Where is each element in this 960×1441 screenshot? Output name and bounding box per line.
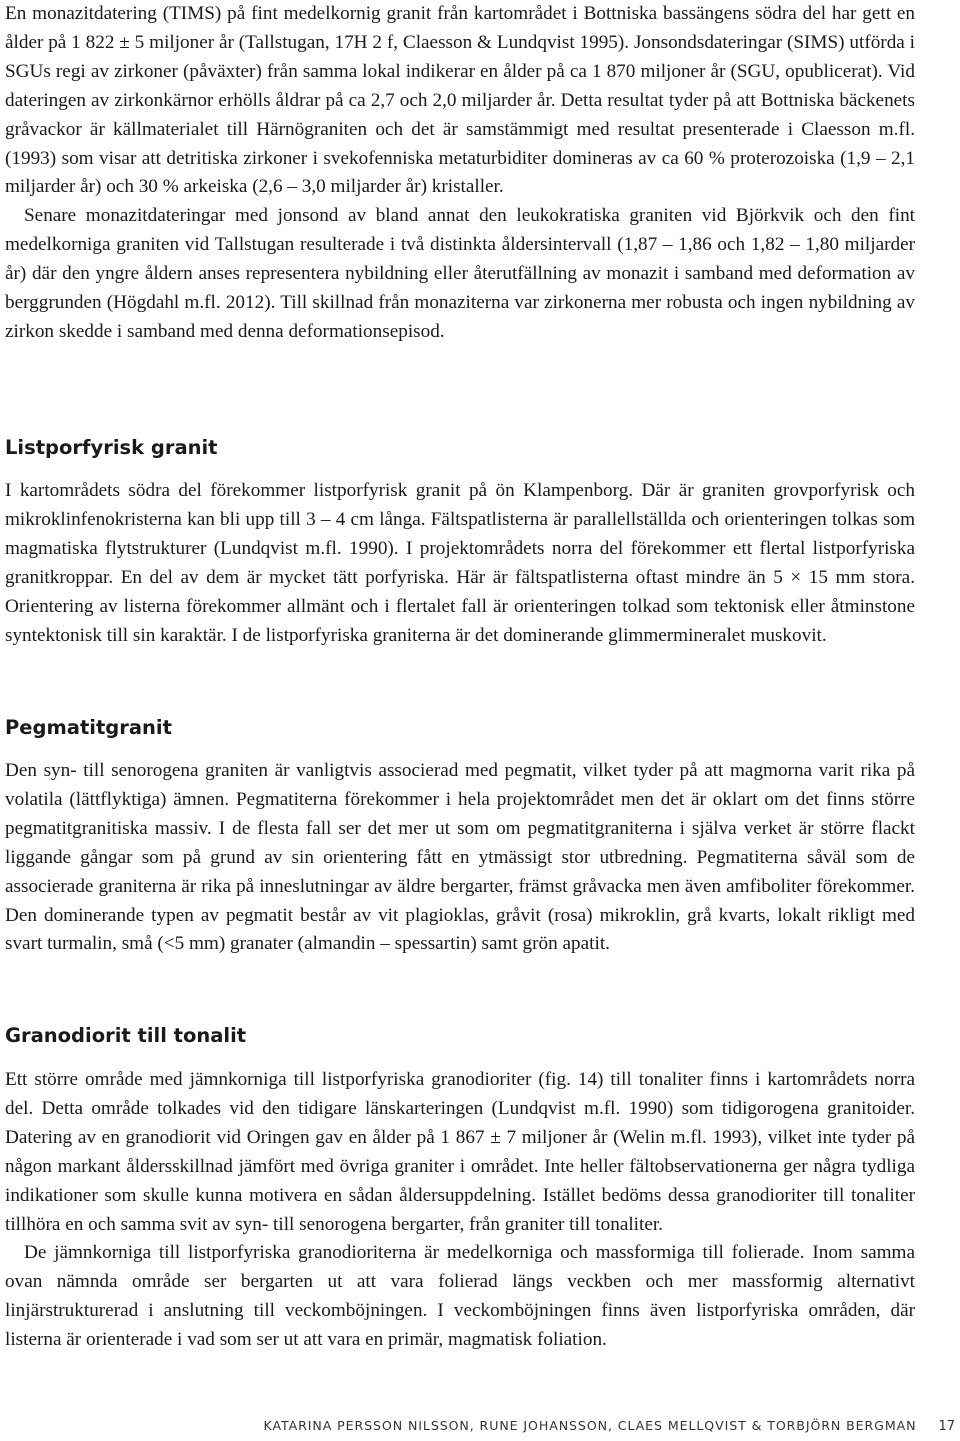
section-heading-granodiorit-till-tonalit: Granodiorit till tonalit: [5, 1024, 247, 1047]
footer-authors: KATARINA PERSSON NILSSON, RUNE JOHANSSON, CLAES MELLQVIST & TORBJÖRN BERGMAN: [263, 1418, 917, 1433]
section-granodiorit-till-tonalit: [5, 1066, 915, 1355]
section-heading-pegmatitgranit: Pegmatitgranit: [5, 716, 172, 739]
section-heading-listporfyrisk-granit: Listporfyrisk granit: [5, 436, 218, 459]
page-footer: [264, 1418, 955, 1434]
section-pegmatitgranit: [5, 757, 915, 959]
section-intro: [5, 0, 915, 347]
body-paragraph: De jämnkorniga till listporfyriska granodioriterna är medelkorniga och massformiga till folierade. Inom samma ovan nämnda område ser bergarten ut att vara folierad längs veckben och mer massformig alternativt linjärstrukturerad i anslutning till veckomböjningen. I veckomböjningen finns även listporfyriska områden, där listerna är orienterade i vad som ser ut att vara en primär, magmatisk foliation.: [5, 1242, 915, 1351]
body-paragraph: Den syn- till senorogena graniten är vanligtvis associerad med pegmatit, vilket tyder på att magmorna varit rika på volatila (lättflyktiga) ämnen. Pegmatiterna förekommer i hela projektområdet men det är oklart om det finns större pegmatitgranitiska massiv. I de flesta fall ser det mer ut som om pegmatitgraniterna i själva verket är större flackt liggande gångar som på grund av sin orientering fått en ytmässigt stor utbredning. Pegmatiterna såväl som de associerade graniterna är rika på inneslutningar av äldre bergarter, främst gråvacka men även amfiboliter förekommer. Den dominerande typen av pegmatit består av vit plagioklas, gråvit (rosa) mikroklin, grå kvarts, lokalt rikligt med svart turmalin, små (<5 mm) granater (almandin – spessartin) samt grön apatit.: [5, 760, 915, 955]
body-paragraph: En monazitdatering (TIMS) på fint medelkornig granit från kartområdet i Bottniska bassängens södra del har gett en ålder på 1 822 ± 5 miljoner år (Tallstugan, 17H 2 f, Claesson & Lundqvist 1995). Jonsondsdateringar (SIMS) utförda i SGUs regi av zirkoner (påväxter) från samma lokal indikerar en ålder på ca 1 870 miljoner år (SGU, opublicerat). Vid dateringen av zirkonkärnor erhölls åldrar på ca 2,7 och 2,0 miljarder år. Detta resultat tyder på att Bottniska bäckenets gråvackor är källmaterialet till Härnögraniten och det är samstämmigt med resultat presenterade i Claesson m.fl. (1993) som visar att detritiska zirkoner i svekofenniska metaturbiditer domineras av ca 60 % proterozoiska (1,9 – 2,1 miljarder år) och 30 % arkeiska (2,6 – 3,0 miljarder år) kristaller.: [5, 3, 915, 198]
page-number: 17: [938, 1419, 955, 1434]
section-listporfyrisk-granit: [5, 477, 915, 650]
body-paragraph: Senare monazitdateringar med jonsond av bland annat den leukokratiska graniten vid Björkvik och den fint medelkorniga graniten vid Tallstugan resulterade i två distinkta åldersintervall (1,87 – 1,86 och 1,82 – 1,80 miljarder år) där den yngre åldern anses representera nybildning eller återutfällning av monazit i samband med deformation av berggrunden (Högdahl m.fl. 2012). Till skillnad från monaziterna var zirkonerna mer robusta och ingen nybildning av zirkon skedde i samband med denna deformationsepisod.: [5, 205, 915, 342]
body-paragraph: I kartområdets södra del förekommer listporfyrisk granit på ön Klampenborg. Där är graniten grovporfyrisk och mikroklinfenokristerna kan bli upp till 3 – 4 cm långa. Fältspatlisterna är parallellställda och orienteringen tolkas som magmatiska flytstrukturer (Lundqvist m.fl. 1990). I projektområdets norra del förekommer ett flertal listporfyriska granitkroppar. En del av dem är mycket tätt porfyriska. Här är fältspatlisterna oftast mindre än 5 × 15 mm stora. Orientering av listerna förekommer allmänt och i flertalet fall är orienteringen tolkad som tektonisk eller åtminstone syntektonisk till sin karaktär. I de listporfyriska graniterna är det dominerande glimmermineralet muskovit.: [5, 480, 915, 646]
body-paragraph: Ett större område med jämnkorniga till listporfyriska granodioriter (fig. 14) till tonaliter finns i kartområdets norra del. Detta område tolkades vid den tidigare länskarteringen (Lundqvist m.fl. 1990) som tidigorogena granitoider. Datering av en granodiorit vid Oringen gav en ålder på 1 867 ± 7 miljoner år (Welin m.fl. 1993), vilket inte tyder på någon markant åldersskillnad jämfört med övriga graniter i området. Inte heller fältobservationerna ger några tydliga indikationer som skulle kunna motivera en sådan åldersuppdelning. Istället bedöms dessa granodioriter till tonaliter tillhöra en och samma svit av syn- till senorogena bergarter, från graniter till tonaliter.: [5, 1069, 915, 1235]
